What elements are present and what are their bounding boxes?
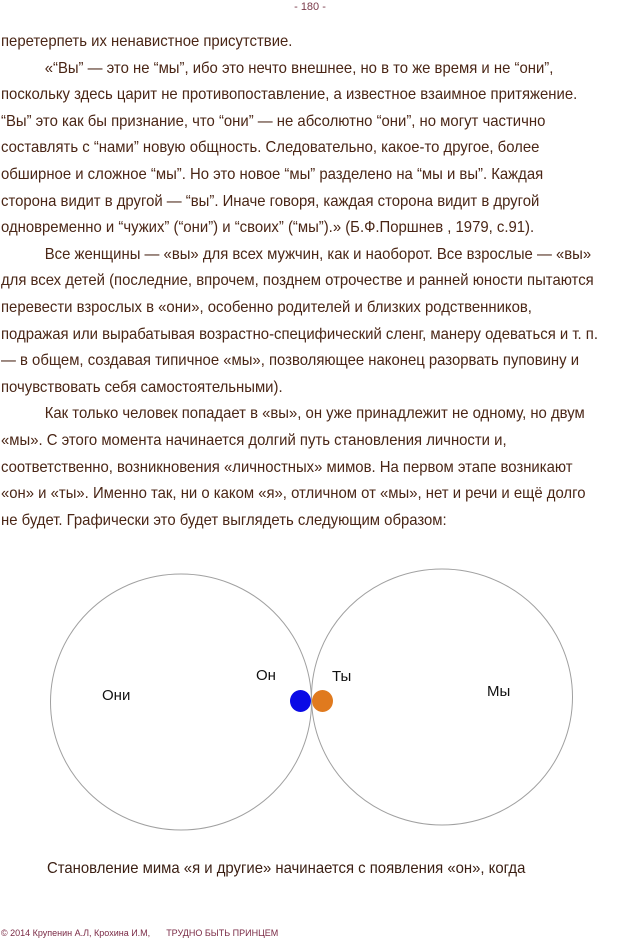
body-text [1, 29, 596, 534]
label-oni: Они [102, 687, 131, 704]
text-line: «“Вы” — это не “мы”, ибо это нечто внешнее, но в то же время и не “они”, [44, 59, 554, 77]
text-line: обширное и сложное “мы”. Но это новое “мы” разделено на “мы и вы”. Каждая [1, 165, 544, 183]
on-dot [290, 690, 311, 712]
text-line: перетерпеть их ненавистное присутствие. [1, 33, 293, 50]
text-line: Как только человек попадает в «вы», он уже принадлежит не одному, но двум [44, 405, 585, 423]
footer-book-title: ТРУДНО БЫТЬ ПРИНЦЕМ [166, 928, 279, 938]
ty-dot [312, 690, 333, 712]
text-line: «мы». С этого момента начинается долгий путь становления личности и, [1, 431, 507, 449]
text-line: одновременно и “чужих” (“они”) и “своих” (“мы”).» (Б.Ф.Поршнев , 1979, с.91). [1, 219, 535, 237]
footer-copyright: © 2014 Крупенин А.Л, Крохина И.М, [1, 928, 151, 938]
text-line: не будет. Графически это будет выглядеть следующим образом: [1, 511, 447, 529]
diagram-svg [0, 555, 620, 845]
text-line: почувствовать себя самостоятельными). [1, 378, 283, 396]
text-line: «он» и «ты». Именно так, ни о каком «я», отличном от «мы», нет и речи и ещё долго [1, 485, 586, 503]
text-line: поскольку здесь царит не противопоставление, а известное взаимное притяжение. [1, 86, 578, 104]
page-number: - 180 - [294, 1, 326, 13]
label-my: Мы [487, 683, 511, 700]
text-line: “Вы” это как бы признание, что “они” — не абсолютно “они”, но могут частично [1, 112, 546, 130]
text-line: подражая или вырабатывая возрастно-специфический сленг, манеру одеваться и т. п. [1, 325, 598, 343]
text-line: Все женщины — «вы» для всех мужчин, как и наоборот. Все взрослые — «вы» [44, 245, 592, 263]
text-line: сторона видит в другой — “вы”. Иначе говоря, каждая сторона видит в другой [1, 192, 540, 210]
label-on: Он [256, 667, 276, 684]
caption-text: Становление мима «я и другие» начинается с появления «он», когда [47, 860, 526, 877]
text-line: для всех детей (последние, впрочем, позднем отрочестве и ранней юности пытаются [1, 272, 594, 290]
text-line: — в общем, создавая типичное «мы», позволяющее наконец разорвать пуповину и [1, 352, 580, 370]
oni-circle [51, 574, 312, 830]
diagram [0, 555, 620, 845]
label-ty: Ты [332, 668, 352, 685]
text-line: перевести взрослых в «они», особенно родителей и близких родственников, [1, 298, 532, 316]
my-circle [312, 569, 573, 825]
text-line: составлять с “нами” новую общность. Следовательно, какое-то другое, более [1, 139, 540, 157]
footer [1, 927, 278, 939]
text-line: соответственно, возникновения «личностных» мимов. На первом этапе возникают [1, 458, 573, 476]
